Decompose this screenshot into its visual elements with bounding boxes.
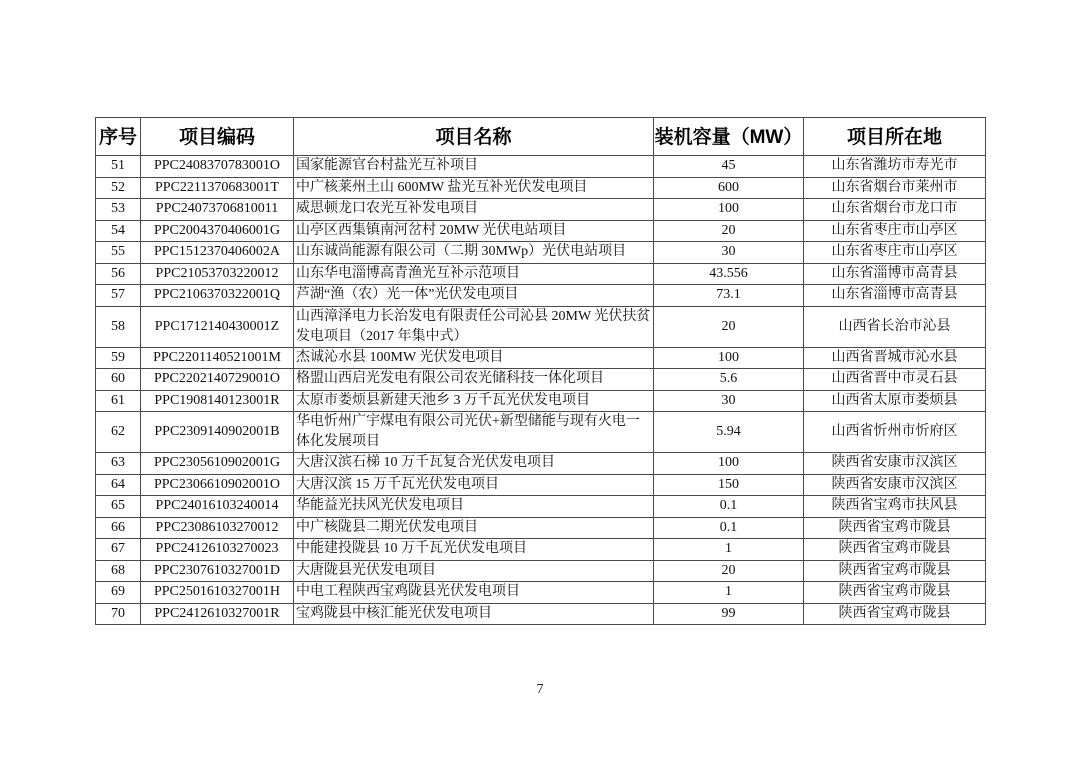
- cell-location: 陕西省宝鸡市扶风县: [804, 496, 986, 518]
- cell-seq: 67: [96, 539, 141, 561]
- cell-capacity: 100: [654, 199, 804, 221]
- cell-name: 中电工程陕西宝鸡陇县光伏发电项目: [294, 582, 654, 604]
- cell-seq: 62: [96, 412, 141, 453]
- table-row: [96, 474, 986, 496]
- table-row: [96, 220, 986, 242]
- cell-code: PPC1512370406002A: [141, 242, 294, 264]
- table-row: [96, 347, 986, 369]
- cell-capacity: 5.6: [654, 369, 804, 391]
- table-row: [96, 369, 986, 391]
- cell-location: 山东省枣庄市山亭区: [804, 242, 986, 264]
- cell-seq: 59: [96, 347, 141, 369]
- cell-seq: 63: [96, 453, 141, 475]
- cell-location: 山西省太原市娄烦县: [804, 390, 986, 412]
- table-body: [96, 156, 986, 625]
- cell-name: 格盟山西启光发电有限公司农光储科技一体化项目: [294, 369, 654, 391]
- cell-seq: 66: [96, 517, 141, 539]
- cell-code: PPC2211370683001T: [141, 177, 294, 199]
- cell-location: 陕西省宝鸡市陇县: [804, 517, 986, 539]
- cell-capacity: 5.94: [654, 412, 804, 453]
- header-name: 项目名称: [294, 118, 654, 156]
- cell-code: PPC2305610902001G: [141, 453, 294, 475]
- cell-name: 大唐陇县光伏发电项目: [294, 560, 654, 582]
- cell-code: PPC2201140521001M: [141, 347, 294, 369]
- table-row: [96, 285, 986, 307]
- cell-capacity: 45: [654, 156, 804, 178]
- cell-location: 山西省晋城市沁水县: [804, 347, 986, 369]
- cell-name: 华电忻州广宇煤电有限公司光伏+新型储能与现有火电一体化发展项目: [294, 412, 654, 453]
- project-table: [95, 117, 986, 625]
- cell-name: 中广核莱州土山 600MW 盐光互补光伏发电项目: [294, 177, 654, 199]
- cell-seq: 54: [96, 220, 141, 242]
- cell-code: PPC24126103270023: [141, 539, 294, 561]
- cell-capacity: 73.1: [654, 285, 804, 307]
- cell-seq: 57: [96, 285, 141, 307]
- cell-capacity: 1: [654, 539, 804, 561]
- cell-location: 陕西省安康市汉滨区: [804, 474, 986, 496]
- cell-code: PPC2306610902001O: [141, 474, 294, 496]
- cell-name: 山东诚尚能源有限公司（二期 30MWp）光伏电站项目: [294, 242, 654, 264]
- cell-name: 中广核陇县二期光伏发电项目: [294, 517, 654, 539]
- cell-name: 山西漳泽电力长治发电有限责任公司沁县 20MW 光伏扶贫发电项目（2017 年集中式）: [294, 306, 654, 347]
- cell-code: PPC2202140729001O: [141, 369, 294, 391]
- cell-location: 山东省烟台市莱州市: [804, 177, 986, 199]
- cell-seq: 69: [96, 582, 141, 604]
- table-row: [96, 390, 986, 412]
- header-capacity: 装机容量（MW）: [654, 118, 804, 156]
- cell-code: PPC21053703220012: [141, 263, 294, 285]
- cell-location: 山东省潍坊市寿光市: [804, 156, 986, 178]
- cell-name: 国家能源官台村盐光互补项目: [294, 156, 654, 178]
- cell-code: PPC24016103240014: [141, 496, 294, 518]
- cell-name: 山东华电淄博高青渔光互补示范项目: [294, 263, 654, 285]
- cell-seq: 70: [96, 603, 141, 625]
- cell-capacity: 0.1: [654, 517, 804, 539]
- table-row: [96, 603, 986, 625]
- cell-capacity: 30: [654, 242, 804, 264]
- cell-code: PPC2412610327001R: [141, 603, 294, 625]
- table-row: [96, 496, 986, 518]
- cell-seq: 64: [96, 474, 141, 496]
- cell-location: 陕西省宝鸡市陇县: [804, 539, 986, 561]
- cell-location: 陕西省宝鸡市陇县: [804, 560, 986, 582]
- cell-seq: 55: [96, 242, 141, 264]
- table-row: [96, 582, 986, 604]
- table-row: [96, 306, 986, 347]
- cell-seq: 58: [96, 306, 141, 347]
- cell-capacity: 0.1: [654, 496, 804, 518]
- cell-code: PPC2309140902001B: [141, 412, 294, 453]
- cell-location: 陕西省安康市汉滨区: [804, 453, 986, 475]
- cell-code: PPC1712140430001Z: [141, 306, 294, 347]
- cell-name: 芦湖“渔（农）光一体”光伏发电项目: [294, 285, 654, 307]
- header-location: 项目所在地: [804, 118, 986, 156]
- cell-name: 太原市娄烦县新建天池乡 3 万千瓦光伏发电项目: [294, 390, 654, 412]
- table-row: [96, 242, 986, 264]
- table-row: [96, 156, 986, 178]
- cell-location: 山西省晋中市灵石县: [804, 369, 986, 391]
- cell-name: 华能益光扶风光伏发电项目: [294, 496, 654, 518]
- cell-seq: 52: [96, 177, 141, 199]
- cell-code: PPC2106370322001Q: [141, 285, 294, 307]
- cell-name: 大唐汉滨 15 万千瓦光伏发电项目: [294, 474, 654, 496]
- cell-name: 宝鸡陇县中核汇能光伏发电项目: [294, 603, 654, 625]
- table-row: [96, 560, 986, 582]
- cell-capacity: 20: [654, 306, 804, 347]
- cell-name: 威思顿龙口农光互补发电项目: [294, 199, 654, 221]
- cell-name: 中能建投陇县 10 万千瓦光伏发电项目: [294, 539, 654, 561]
- cell-capacity: 20: [654, 560, 804, 582]
- cell-seq: 53: [96, 199, 141, 221]
- cell-capacity: 1: [654, 582, 804, 604]
- table-row: [96, 177, 986, 199]
- table-row: [96, 199, 986, 221]
- table-row: [96, 517, 986, 539]
- cell-name: 杰诚沁水县 100MW 光伏发电项目: [294, 347, 654, 369]
- cell-code: PPC2501610327001H: [141, 582, 294, 604]
- cell-code: PPC2004370406001G: [141, 220, 294, 242]
- cell-capacity: 600: [654, 177, 804, 199]
- cell-seq: 61: [96, 390, 141, 412]
- cell-code: PPC1908140123001R: [141, 390, 294, 412]
- cell-location: 山东省烟台市龙口市: [804, 199, 986, 221]
- cell-code: PPC2408370783001O: [141, 156, 294, 178]
- cell-seq: 51: [96, 156, 141, 178]
- cell-seq: 60: [96, 369, 141, 391]
- cell-location: 陕西省宝鸡市陇县: [804, 582, 986, 604]
- cell-capacity: 20: [654, 220, 804, 242]
- table-row: [96, 453, 986, 475]
- header-seq: 序号: [96, 118, 141, 156]
- cell-name: 大唐汉滨石梯 10 万千瓦复合光伏发电项目: [294, 453, 654, 475]
- table-row: [96, 263, 986, 285]
- table-row: [96, 412, 986, 453]
- cell-location: 山西省长治市沁县: [804, 306, 986, 347]
- cell-name: 山亭区西集镇南河岔村 20MW 光伏电站项目: [294, 220, 654, 242]
- table-header: [96, 118, 986, 156]
- header-row: [96, 118, 986, 156]
- cell-capacity: 99: [654, 603, 804, 625]
- cell-capacity: 150: [654, 474, 804, 496]
- table-row: [96, 539, 986, 561]
- cell-code: PPC2307610327001D: [141, 560, 294, 582]
- cell-capacity: 100: [654, 347, 804, 369]
- cell-code: PPC23086103270012: [141, 517, 294, 539]
- cell-location: 山东省淄博市高青县: [804, 263, 986, 285]
- cell-location: 山西省忻州市忻府区: [804, 412, 986, 453]
- cell-seq: 65: [96, 496, 141, 518]
- cell-capacity: 43.556: [654, 263, 804, 285]
- cell-capacity: 100: [654, 453, 804, 475]
- cell-location: 陕西省宝鸡市陇县: [804, 603, 986, 625]
- page-number: 7: [536, 682, 544, 697]
- cell-code: PPC24073706810011: [141, 199, 294, 221]
- header-code: 项目编码: [141, 118, 294, 156]
- cell-capacity: 30: [654, 390, 804, 412]
- cell-location: 山东省枣庄市山亭区: [804, 220, 986, 242]
- cell-seq: 68: [96, 560, 141, 582]
- cell-seq: 56: [96, 263, 141, 285]
- cell-location: 山东省淄博市高青县: [804, 285, 986, 307]
